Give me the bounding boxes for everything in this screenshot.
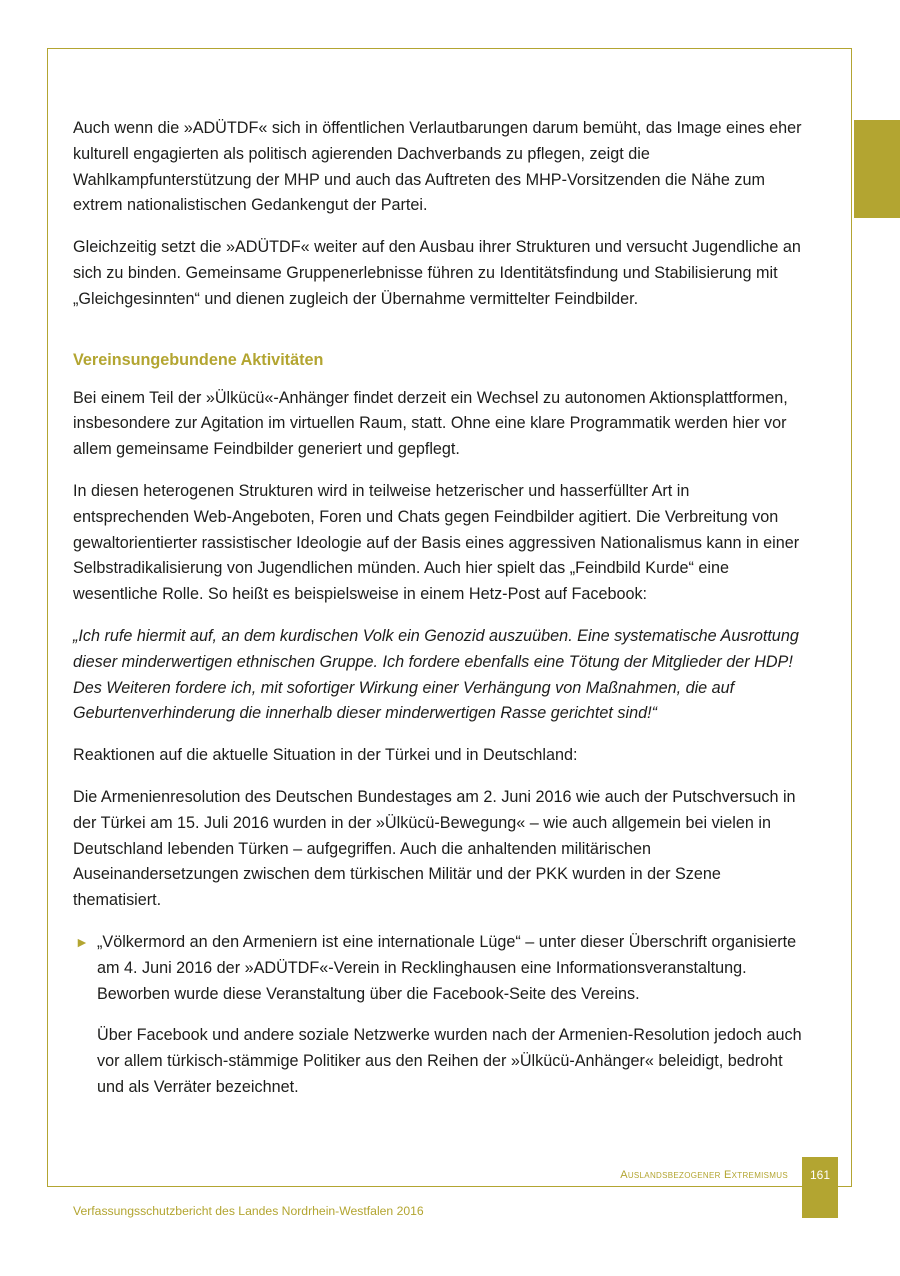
running-head: Auslandsbezogener Extremismus <box>620 1169 788 1181</box>
chapter-tab <box>854 120 900 218</box>
main-content <box>73 116 808 1117</box>
paragraph: Auch wenn die »ADÜTDF« sich in öffentlichen Verlautbarungen darum bemüht, das Image eines eher kulturell engagierten als politisch agierenden Dachverbands zu pflegen, zeigt die Wahlkampfunterstützung der MHP und auch das Auftreten des MHP-Vorsitzenden die Nähe zum extrem nationalistischen Gedankengut der Partei. <box>73 119 802 215</box>
reactions-paragraph: Die Armenienresolution des Deutschen Bundestages am 2. Juni 2016 wie auch der Putschversuch in der Türkei am 15. Juli 2016 wurden in der »Ülkücü-Bewegung« – wie auch allgemein bei vielen in Deutschland lebenden Türken – aufgegriffen. Auch die anhaltenden militärischen Auseinandersetzungen zwischen dem türkischen Militär und der PKK wurden in der Szene thematisiert. <box>73 787 796 910</box>
footer-text: Verfassungsschutzbericht des Landes Nordrhein-Westfalen 2016 <box>73 1204 424 1218</box>
bullet-text: „Völkermord an den Armeniern ist eine internationale Lüge“ – unter dieser Überschrift organisierte am 4. Juni 2016 der »ADÜTDF«-Verein in Recklinghausen eine Informationsveranstaltung. Beworben wurde diese Veranstaltung über die Facebook-Seite des Vereins. <box>97 932 797 1003</box>
bullet-continuation: Über Facebook und andere soziale Netzwerke wurden nach der Armenien-Resolution jedoch auch vor allem türkisch-stämmige Politiker aus den Reihen der »Ülkücü-Anhänger« beleidigt, bedroht und als Verräter bezeichnet. <box>97 1026 802 1096</box>
page-number: 161 <box>802 1157 838 1218</box>
paragraph: Bei einem Teil der »Ülkücü«-Anhänger findet derzeit ein Wechsel zu autonomen Aktionsplattformen, insbesondere zur Agitation im virtuellen Raum, statt. Ohne eine klare Programmatik werden hier vor allem gemeinsame Feindbilder generiert und gepflegt. <box>73 388 788 459</box>
facebook-quote: „Ich rufe hiermit auf, an dem kurdischen Volk ein Genozid auszuüben. Eine systematische Ausrottung dieser minderwertigen ethnischen Gruppe. Ich fordere ebenfalls eine Tötung der Mitglieder der HDP! Des Weiteren fordere ich, mit sofortiger Wirkung einer Verhängung von Maßnahmen, die auf Geburtenverhinderung die innerhalb dieser minderwertigen Rasse gerichtet sind!“ <box>73 626 799 723</box>
section-heading: Vereinsungebundene Aktivitäten <box>73 350 324 369</box>
paragraph: Gleichzeitig setzt die »ADÜTDF« weiter auf den Ausbau ihrer Strukturen und versucht Jugendliche an sich zu binden. Gemeinsame Gruppenerlebnisse führen zu Identitätsfindung und Stabilisierung mit „Gleichgesinnten“ und dienen zugleich der Übernahme vermittelter Feindbilder. <box>73 238 801 308</box>
paragraph: In diesen heterogenen Strukturen wird in teilweise hetzerischer und hasserfüllter Art in entsprechenden Web-Angeboten, Foren und Chats gegen Feindbilder agitiert. Die Verbreitung von gewaltorientierter rassistischer Ideologie auf der Basis eines aggressiven Nationalismus kann in einer Selbstradikalisierung von Jugendlichen münden. Auch hier spielt das „Feindbild Kurde“ eine wesentliche Rolle. So heißt es beispielsweise in einem Hetz-Post auf Facebook: <box>73 481 800 604</box>
triangle-bullet-icon: ► <box>75 933 89 950</box>
reactions-intro: Reaktionen auf die aktuelle Situation in der Türkei und in Deutschland: <box>73 746 578 765</box>
bullet-item <box>73 930 808 1007</box>
